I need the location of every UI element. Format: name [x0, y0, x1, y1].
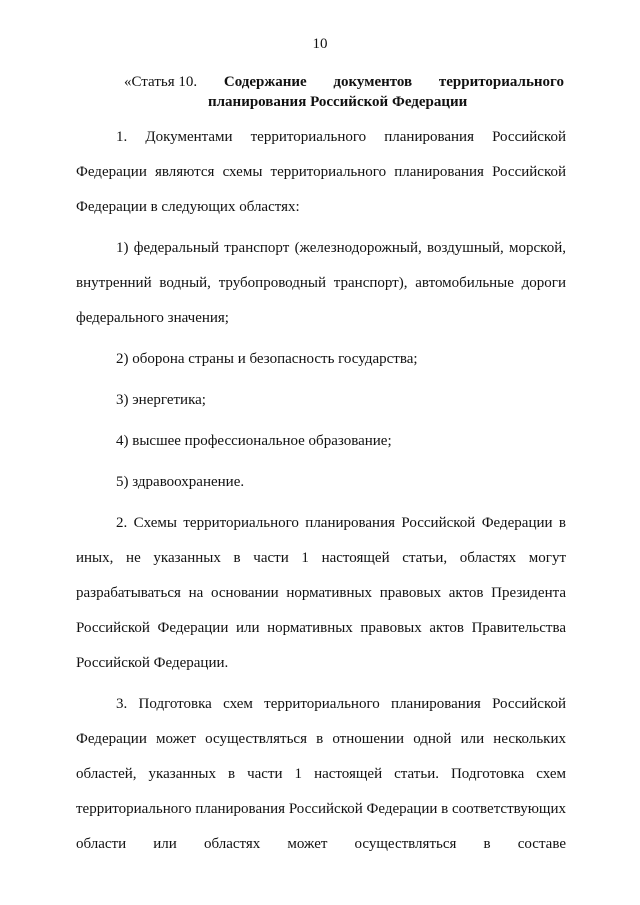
- article-heading: [124, 72, 564, 112]
- article-label: «Статья 10.: [124, 74, 198, 90]
- article-title-word-3: территориального: [438, 74, 564, 90]
- article-body: [76, 120, 566, 868]
- list-item-3: 3) энергетика;: [116, 392, 206, 408]
- list-item-2: 2) оборона страны и безопасность государства;: [116, 351, 418, 367]
- list-item-1: 1) федеральный транспорт (железнодорожный, воздушный, морской, внутренний водный, трубопроводный транспорт), автомобильные дороги федерального значения;: [76, 240, 566, 326]
- article-title-word-1: Содержание: [223, 74, 307, 90]
- article-heading-line1: [124, 72, 564, 92]
- paragraph-1: 1. Документами территориального планирования Российской Федерации являются схемы территориального планирования Российской Федерации в следующих областях:: [76, 129, 566, 215]
- article-title-line2: планирования Российской Федерации: [208, 94, 468, 110]
- article-title-word-2: документов: [333, 74, 413, 90]
- paragraph-3: 3. Подготовка схем территориального планирования Российской Федерации может осуществляться в отношении одной или нескольких областей, указанных в части 1 настоящей статьи. Подготовка схем территориального планирования Российской Федерации в соответствующих области или областях может осуществляться в составе: [76, 696, 566, 852]
- paragraph-2: 2. Схемы территориального планирования Российской Федерации в иных, не указанных в части 1 настоящей статьи, областях могут разрабатываться на основании нормативных правовых актов Президента Российской Федерации или нормативных правовых актов Правительства Российской Федерации.: [76, 515, 566, 671]
- page-number: 10: [312, 36, 328, 52]
- list-item-4: 4) высшее профессиональное образование;: [116, 433, 392, 449]
- list-item-5: 5) здравоохранение.: [116, 474, 245, 490]
